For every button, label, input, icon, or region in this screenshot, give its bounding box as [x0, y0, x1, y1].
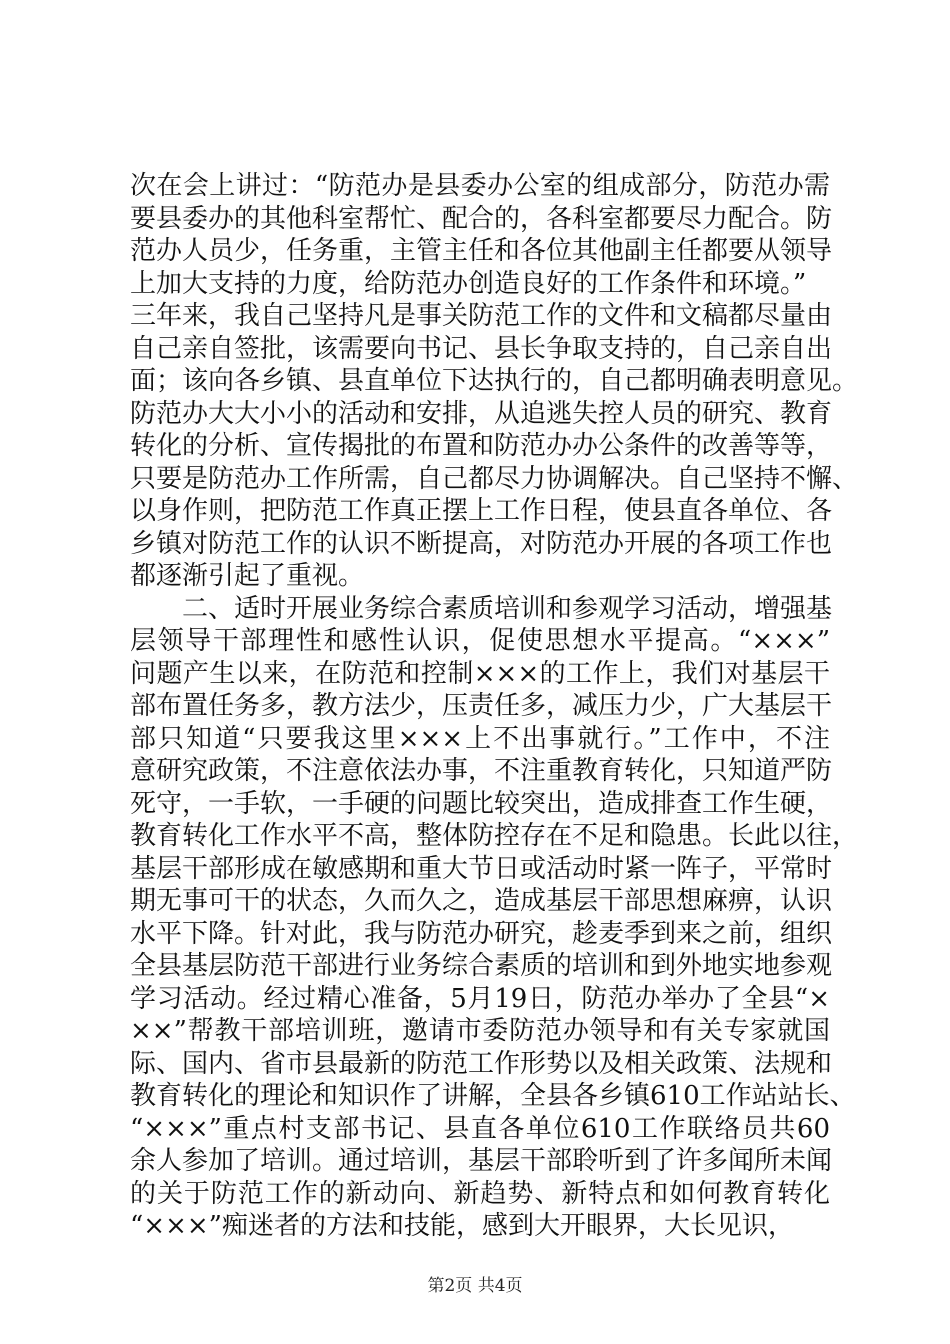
body-line: 层领导干部理性和感性认识，促使思想水平提高。“×××” [130, 626, 830, 656]
body-line: 余人参加了培训。通过培训，基层干部聆听到了许多闻所未闻 [130, 1146, 833, 1176]
body-line: 要县委办的其他科室帮忙、配合的，各科室都要尽力配合。防 [130, 203, 833, 234]
body-line: 水平下降。针对此，我与防范办研究，趁麦季到来之前，组织 [130, 918, 833, 949]
body-line: “×××”重点村支部书记、县直各单位610工作联络员共60 [130, 1113, 830, 1144]
body-line: 以身作则，把防范工作真正摆上工作日程，使县直各单位、各 [130, 496, 833, 526]
body-line: 防范办大大小小的活动和安排，从追逃失控人员的研究、教育 [130, 398, 833, 429]
body-line: 死守，一手软，一手硬的问题比较突出，造成排查工作生硬， [130, 788, 833, 819]
body-line: 上加大支持的力度，给防范办创造良好的工作条件和环境。” [130, 268, 807, 299]
body-line: 部只知道“只要我这里×××上不出事就行。”工作中，不注 [130, 723, 830, 754]
body-line: 三年来，我自己坚持凡是事关防范工作的文件和文稿都尽量由 [130, 301, 833, 331]
body-line: 基层干部形成在敏感期和重大节日或活动时紧一阵子，平常时 [130, 853, 833, 884]
body-line: “×××”痴迷者的方法和技能，感到大开眼界，大长见识， [130, 1211, 794, 1241]
body-line: 教育转化的理论和知识作了讲解，全县各乡镇610工作站站长、 [130, 1081, 856, 1111]
body-line: 部布置任务多，教方法少，压责任多，减压力少，广大基层干 [130, 691, 833, 721]
document-body [130, 170, 859, 1243]
body-line: 教育转化工作水平不高，整体防控存在不足和隐患。长此以往， [130, 821, 859, 851]
body-line: 际、国内、省市县最新的防范工作形势以及相关政策、法规和 [130, 1048, 833, 1079]
body-line: 自己亲自签批，该需要向书记、县长争取支持的，自己亲自出 [130, 333, 833, 364]
body-line: 面；该向各乡镇、县直单位下达执行的，自己都明确表明意见。 [130, 366, 859, 396]
body-line: 转化的分析、宣传揭批的布置和防范办办公条件的改善等等， [130, 431, 833, 461]
body-line: ××”帮教干部培训班，邀请市委防范办领导和有关专家就国 [130, 1016, 830, 1046]
body-line: 期无事可干的状态，久而久之，造成基层干部思想麻痹，认识 [130, 886, 833, 916]
body-line: 只要是防范办工作所需，自己都尽力协调解决。自己坚持不懈、 [130, 463, 859, 494]
body-line: 二、适时开展业务综合素质培训和参观学习活动，增强基 [130, 593, 833, 624]
page-footer: 第2页 共4页 [427, 1276, 523, 1296]
body-line: 意研究政策，不注意依法办事，不注重教育转化，只知道严防 [130, 756, 833, 786]
body-line: 范办人员少，任务重，主管主任和各位其他副主任都要从领导 [130, 236, 833, 266]
body-line: 全县基层防范干部进行业务综合素质的培训和到外地实地参观 [130, 951, 833, 981]
body-line: 的关于防范工作的新动向、新趋势、新特点和如何教育转化 [130, 1178, 830, 1209]
body-line: 乡镇对防范工作的认识不断提高，对防范办开展的各项工作也 [130, 528, 833, 559]
body-line: 问题产生以来，在防范和控制×××的工作上，我们对基层干 [130, 658, 830, 689]
body-line: 都逐渐引起了重视。 [130, 561, 365, 591]
body-line: 学习活动。经过精心准备，5月19日，防范办举办了全县“× [130, 983, 830, 1014]
body-line: 次在会上讲过：“防范办是县委办公室的组成部分，防范办需 [130, 171, 830, 201]
